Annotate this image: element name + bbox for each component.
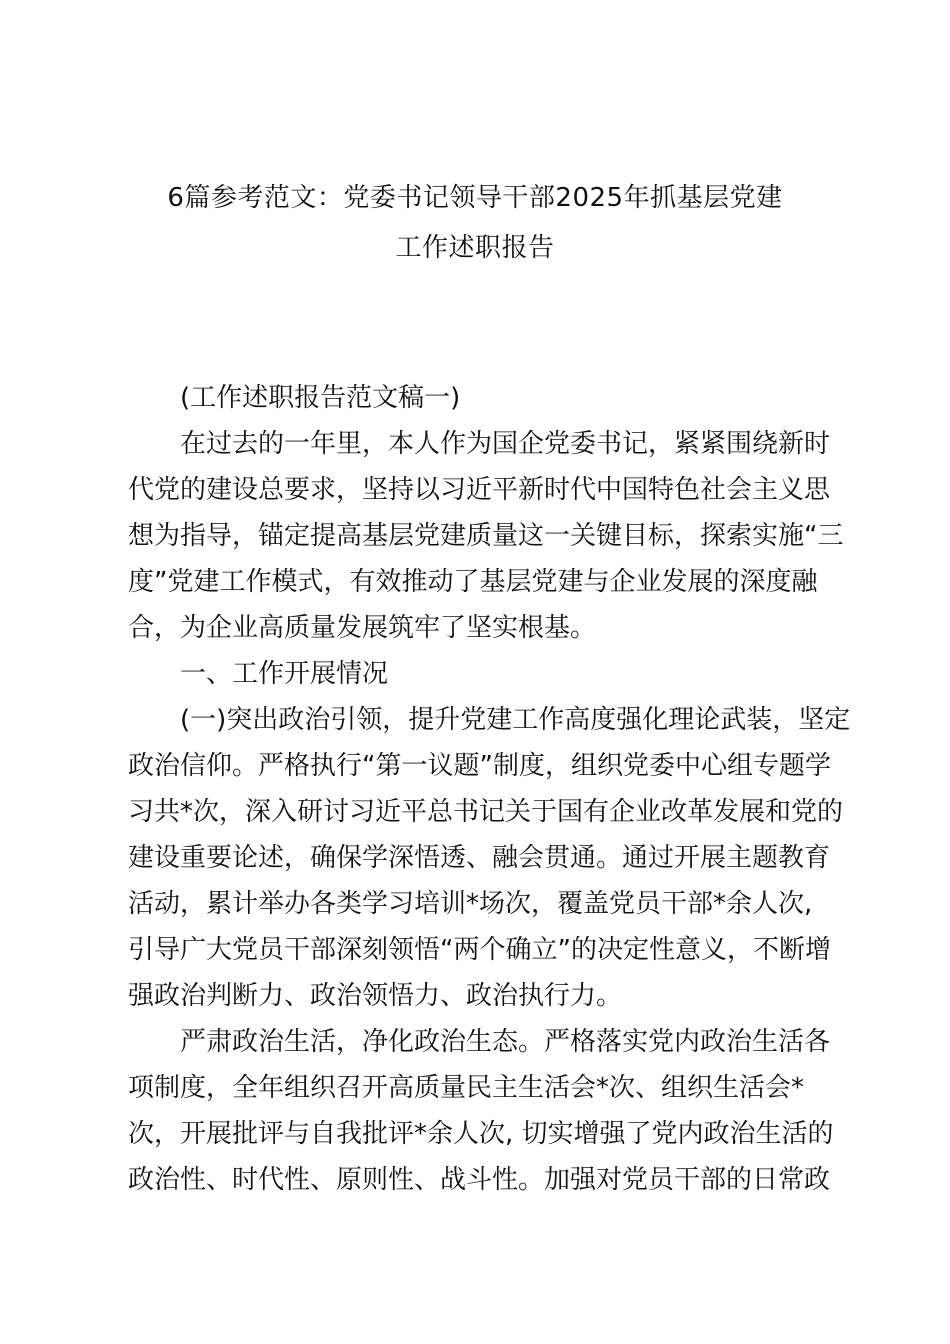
paragraph-line: 在过去的一年里，本人作为国企党委书记，紧紧围绕新时 (180, 429, 831, 459)
paragraph-line: 代党的建设总要求，坚持以习近平新时代中国特色社会主义思 (128, 475, 831, 505)
document-title-line-1: 6篇参考范文：党委书记领导干部2025年抓基层党建 (167, 183, 783, 213)
section-heading: 一、工作开展情况 (180, 659, 389, 689)
paragraph-line: 合，为企业高质量发展筑牢了坚实根基。 (128, 613, 597, 643)
subtitle-draft-one: (工作述职报告范文稿一) (180, 383, 461, 413)
paragraph-line: 习共*次，深入研讨习近平总书记关于国有企业改革发展和党的 (128, 797, 844, 827)
paragraph-line: 政治性、时代性、原则性、战斗性。加强对党员干部的日常政 (128, 1165, 831, 1195)
paragraph-line: 政治信仰。严格执行“第一议题”制度，组织党委中心组专题学 (128, 751, 831, 781)
paragraph-line: (一)突出政治引领，提升党建工作高度强化理论武装，坚定 (180, 705, 851, 735)
paragraph-line: 引导广大党员干部深刻领悟“两个确立”的决定性意义，不断增 (128, 935, 831, 965)
paragraph-line: 项制度，全年组织召开高质量民主生活会*次、组织生活会* (128, 1073, 805, 1103)
paragraph-line: 次，开展批评与自我批评*余人次, 切实增强了党内政治生活的 (128, 1119, 834, 1149)
paragraph-line: 强政治判断力、政治领悟力、政治执行力。 (128, 981, 623, 1011)
paragraph-line: 严肃政治生活，净化政治生态。严格落实党内政治生活各 (180, 1027, 831, 1057)
paragraph-line: 想为指导，锚定提高基层党建质量这一关键目标，探索实施“三 (128, 521, 844, 551)
paragraph-line: 度”党建工作模式，有效推动了基层党建与企业发展的深度融 (128, 567, 818, 597)
paragraph-line: 活动，累计举办各类学习培训*场次，覆盖党员干部*余人次, (128, 889, 813, 919)
document-title-line-2: 工作述职报告 (395, 233, 555, 263)
paragraph-line: 建设重要论述，确保学深悟透、融会贯通。通过开展主题教育 (128, 843, 831, 873)
